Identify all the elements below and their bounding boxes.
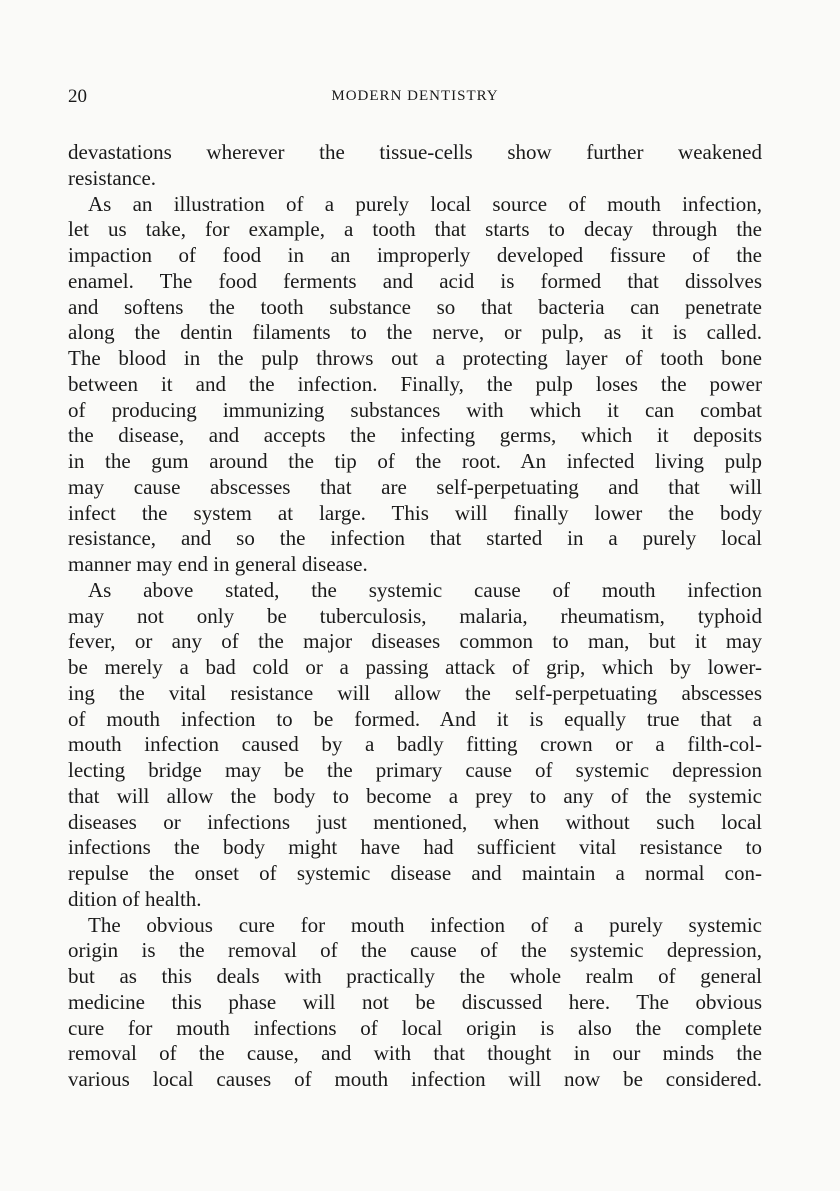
text-line: may cause abscesses that are self-perpetuating and that will: [68, 474, 762, 499]
text-line: lecting bridge may be the primary cause of systemic depression: [68, 758, 762, 782]
text-line: impaction of food in an improperly developed fissure of the: [68, 243, 762, 267]
text-line: resistance.: [68, 165, 157, 190]
text-line: infections the body might have had sufficient vital resistance to: [68, 835, 762, 860]
text-line: dition of health.: [68, 886, 202, 911]
running-head: [68, 86, 762, 110]
text-line: be merely a bad cold or a passing attack of grip, which by lower-: [68, 655, 762, 679]
text-line: may not only be tuberculosis, malaria, rheumatism, typhoid: [68, 603, 762, 628]
text-line: devastations wherever the tissue-cells show further weakened: [68, 140, 762, 164]
paragraph: [68, 192, 762, 578]
text-line: mouth infection caused by a badly fitting crown or a filth-col-: [68, 732, 762, 757]
text-line: the disease, and accepts the infecting germs, which it deposits: [68, 423, 762, 448]
text-line: As above stated, the systemic cause of mouth infection: [88, 577, 762, 602]
running-title: MODERN DENTISTRY: [331, 88, 499, 104]
text-line: The blood in the pulp throws out a protecting layer of tooth bone: [68, 346, 762, 370]
text-line: diseases or infections just mentioned, when without such local: [68, 809, 762, 834]
text-line: but as this deals with practically the whole realm of general: [68, 964, 762, 988]
text-line: As an illustration of a purely local source of mouth infection,: [88, 191, 762, 216]
text-line: medicine this phase will not be discussed here. The obvious: [68, 989, 762, 1014]
text-line: repulse the onset of systemic disease and maintain a normal con-: [68, 861, 762, 885]
page-number: 20: [68, 86, 87, 107]
text-line: and softens the tooth substance so that bacteria can penetrate: [68, 294, 762, 319]
text-line: fever, or any of the major diseases common to man, but it may: [68, 629, 762, 654]
text-line: in the gum around the tip of the root. An infected living pulp: [68, 449, 762, 473]
body-text: [68, 140, 762, 1093]
text-line: along the dentin filaments to the nerve, or pulp, as it is called.: [68, 320, 762, 345]
text-line: cure for mouth infections of local origin is also the complete: [68, 1015, 762, 1040]
text-line: of producing immunizing substances with which it can combat: [68, 397, 762, 422]
text-line: of mouth infection to be formed. And it is equally true that a: [68, 706, 762, 731]
text-line: The obvious cure for mouth infection of a purely systemic: [88, 912, 762, 937]
text-line: manner may end in general disease.: [68, 552, 368, 576]
text-line: that will allow the body to become a prey to any of the systemic: [68, 783, 762, 808]
text-line: let us take, for example, a tooth that starts to decay through the: [68, 217, 762, 242]
text-line: enamel. The food ferments and acid is formed that dissolves: [68, 268, 762, 293]
text-line: infect the system at large. This will finally lower the body: [68, 500, 762, 525]
text-line: various local causes of mouth infection will now be considered.: [68, 1067, 762, 1091]
text-line: removal of the cause, and with that thought in our minds the: [68, 1041, 762, 1066]
paragraph: [68, 913, 762, 1093]
paragraph: [68, 140, 762, 192]
text-line: resistance, and so the infection that started in a purely local: [68, 526, 762, 551]
paragraph: [68, 578, 762, 913]
text-line: ing the vital resistance will allow the self-perpetuating abscesses: [68, 680, 762, 705]
text-line: origin is the removal of the cause of the systemic depression,: [68, 938, 762, 963]
text-line: between it and the infection. Finally, the pulp loses the power: [68, 371, 762, 396]
